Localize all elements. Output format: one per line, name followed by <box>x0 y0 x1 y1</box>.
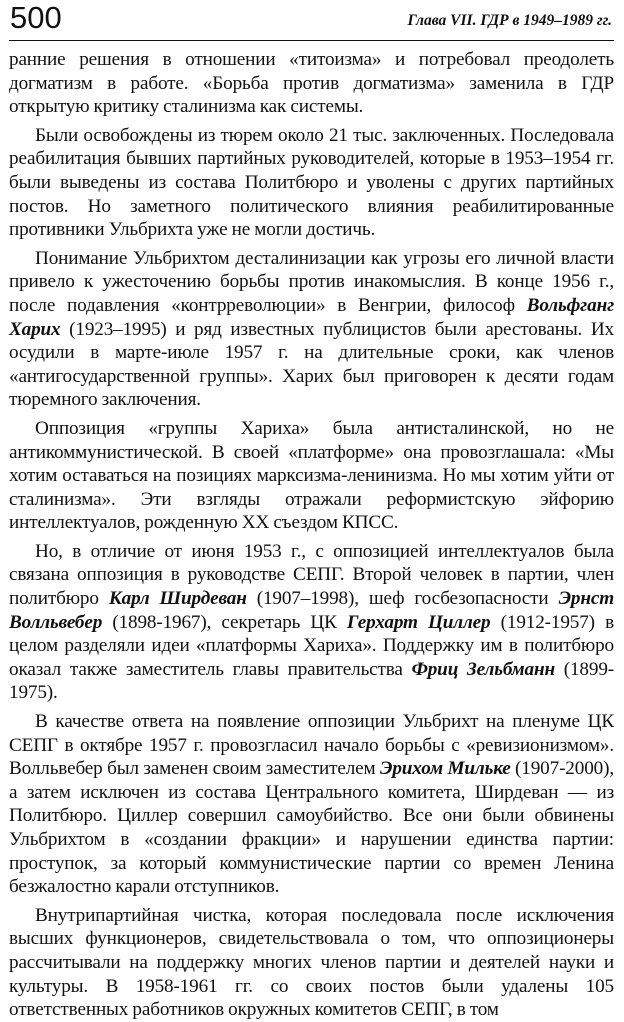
paragraph-text: (1907–1998), шеф госбезопасности <box>246 588 559 610</box>
body-text <box>9 48 614 1022</box>
paragraph-text: Понимание Ульбрихтом десталинизации как угрозы его личной власти привело к ужесточению борьбы против инакомыслия. В конце 1956 г., после подавления «контрреволюции» в Венгрии, философ <box>9 247 614 316</box>
running-head: Глава VII. ГДР в 1949–1989 гг. <box>407 12 612 29</box>
person-name: Эрихом Мильке <box>380 758 511 780</box>
paragraph <box>9 124 614 242</box>
paragraph-text: Были освобождены из тюрем около 21 тыс. заключенных. Последовала реабилитация бывших партийных руководителей, которые в 1953–1954 гг. были выведены из состава Политбюро и уволены с других партийных постов. Но заметного политического влияния реабилитированные противники Ульбрихта уже не могли достичь. <box>9 124 614 241</box>
paragraph <box>9 48 614 119</box>
paragraph-text: (1898-1967), секретарь ЦК <box>102 611 347 633</box>
paragraph <box>9 904 614 1022</box>
person-name: Эрнст Волльвебер <box>9 588 614 633</box>
paragraph-text: (1899-1975). <box>9 658 615 704</box>
person-name: Карл Ширдеван <box>108 588 247 610</box>
paragraph-text: В качестве ответа на появление оппозиции Ульбрихт на пленуме ЦК СЕПГ в октябре 1957 г. провозгласил начало борьбы с «ревизионизмом». Волльвебер был заменен своим заместителем <box>9 711 614 780</box>
person-name: Герхарт Циллер <box>346 611 491 633</box>
person-name: Фриц Зельбманн <box>411 658 555 680</box>
paragraph <box>9 247 614 412</box>
page-number: 500 <box>10 0 62 35</box>
paragraph-text: Оппозиция «группы Хариха» была антисталинской, но не антикоммунистической. В своей «платформе» она провозглашала: «Мы хотим оставаться на позициях марксизма-ленинизма. Но мы хотим уйти от сталинизма». Эти взгляды отражали реформистскую эйфорию интеллектуалов, рожденную XX съездом КПСС. <box>9 417 614 534</box>
page-header <box>9 0 614 41</box>
paragraph <box>9 540 614 705</box>
paragraph-text: Но, в отличие от июня 1953 г., с оппозицией интеллектуалов была связана оппозиция в руководстве СЕПГ. Второй человек в партии, член политбюро <box>9 540 614 610</box>
paragraph-text: Внутрипартийная чистка, которая последовала после исключения высших функционеров, свидетельствовала о том, что оппозиционеры рассчитывали на поддержку многих членов партии и деятелей науки и культуры. В 1958-1961 гг. со своих постов были удалены 105 ответственных работников окружных комитетов СЕПГ, в том <box>9 904 614 1021</box>
paragraph-text: ранние решения в отношении «титоизма» и потребовал преодолеть догматизм в работе. «Борьба против догматизма» заменила в ГДР открытую критику сталинизма как системы. <box>9 49 614 118</box>
paragraph-text: (1912-1957) в целом разделяли идеи «платформы Хариха». Поддержку им в политбюро оказал также заместитель главы правительства <box>9 611 614 680</box>
paragraph <box>9 710 614 899</box>
person-name: Вольфганг Харих <box>9 294 614 340</box>
paragraph-text: (1923–1995) и ряд известных публицистов были арестованы. Их осудили в марте-июле 1957 г. на длительные сроки, как членов «антигосударственной группы». Харих был приговорен к десяти годам тюремного заключения. <box>9 318 614 411</box>
paragraph <box>9 417 614 535</box>
paragraph-text: (1907-2000), а затем исключен из состава Центрального комитета, Ширдеван — из Политбюро. Циллер совершил самоубийство. Все они были обвинены Ульбрихтом в «создании фракции» и нарушении единства партии: проступок, за который коммунистические партии со времен Ленина безжалостно карали отступников. <box>9 758 614 898</box>
